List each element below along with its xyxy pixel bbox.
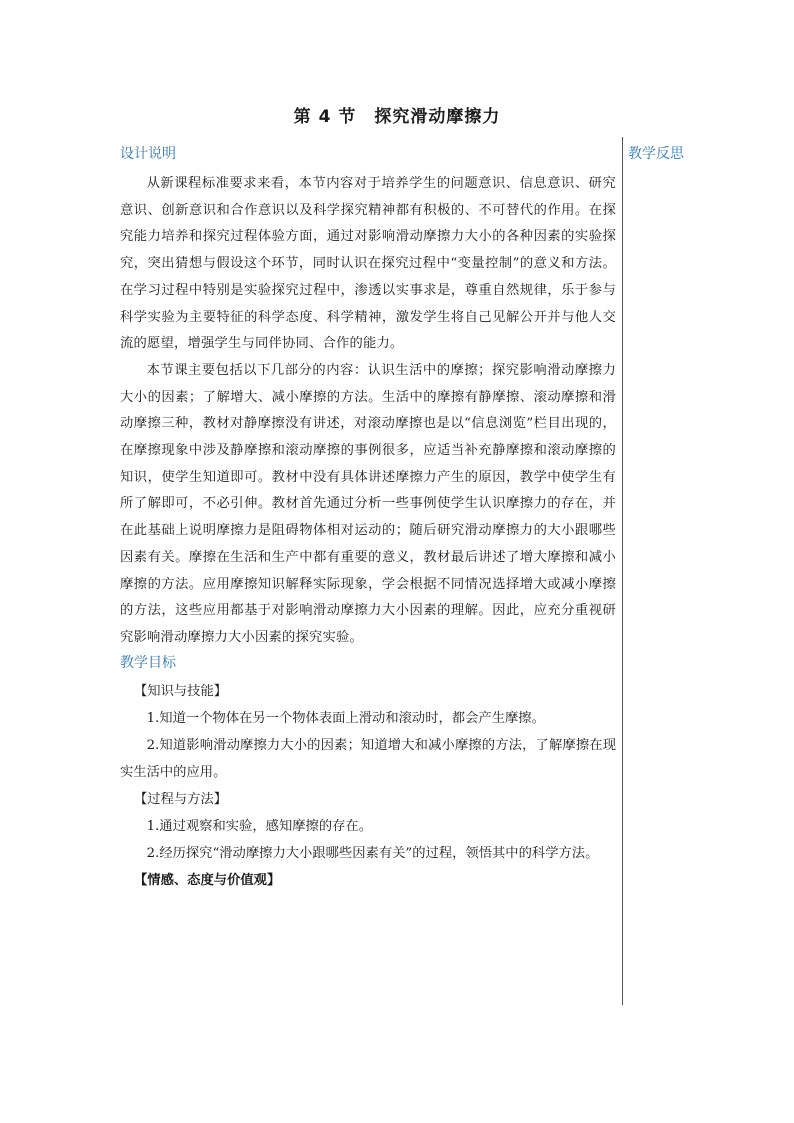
teaching-objectives-heading: 教学目标: [120, 654, 176, 671]
design-paragraph-2: 本节课主要包括以下几部分的内容：认识生活中的摩擦；探究影响滑动摩擦力大小的因素；了解增大、减小摩擦的方法。生活中的摩擦有静摩擦、滚动摩擦和滑动摩擦三种，教材对静摩擦没有讲述，对滚动摩擦也是以“信息浏览”栏目出现的，在摩擦现象中涉及静摩擦和滚动摩擦的事例很多，应适当补充静摩擦和滚动摩擦的知识，使学生知道即可。教材中没有具体讲述摩擦力产生的原因，教学中使学生有所了解即可，不必引伸。教材首先通过分析一些事例使学生认识摩擦力的存在，并在此基础上说明摩擦力是阻碍物体相对运动的；随后研究滑动摩擦力的大小跟哪些因素有关。摩擦在生活和生产中都有重要的意义，教材最后讲述了增大摩擦和减小摩擦的方法。应用摩擦知识解释实际现象，学会根据不同情况选择增大或减小摩擦的方法，这些应用都基于对影响滑动摩擦力大小因素的理解。因此，应充分重视研究影响滑动摩擦力大小因素的探究实验。: [120, 362, 616, 645]
process-item-1: 1.通过观察和实验，感知摩擦的存在。: [146, 818, 373, 834]
page-title: 第 4 节 探究滑动摩擦力: [293, 107, 501, 127]
process-item-2: 2.经历探究“滑动摩擦力大小跟哪些因素有关”的过程，领悟其中的科学方法。: [146, 845, 599, 861]
teaching-reflection-heading: 教学反思: [628, 146, 684, 162]
emotion-attitude-values-heading: 【情感、态度与价值观】: [134, 872, 281, 888]
knowledge-skills-heading: 【知识与技能】: [134, 683, 228, 699]
main-column: [120, 143, 616, 894]
column-divider: [622, 137, 623, 1005]
process-methods-heading: 【过程与方法】: [134, 791, 228, 807]
knowledge-item-1: 1.知道一个物体在另一个物体表面上滑动和滚动时，都会产生摩擦。: [146, 710, 545, 726]
design-paragraph-1: 从新课程标准要求来看，本节内容对于培养学生的问题意识、信息意识、研究意识、创新意识和合作意识以及科学探究精神都有积极的、不可替代的作用。在探究能力培养和探究过程体验方面，通过对影响滑动摩擦力大小的各种因素的实验探究，突出猜想与假设这个环节，同时认识在探究过程中“变量控制”的意义和方法。在学习过程中特别是实验探究过程中，渗透以实事求是，尊重自然规律，乐于参与科学实验为主要特征的科学态度、科学精神，激发学生将自己见解公开并与他人交流的愿望，增强学生与同伴协同、合作的能力。: [120, 176, 616, 352]
knowledge-item-2: 2.知道影响滑动摩擦力大小的因素；知道增大和减小摩擦的方法，了解摩擦在现实生活中的应用。: [120, 737, 616, 780]
objectives-list: [120, 678, 616, 894]
design-notes-heading: 设计说明: [120, 146, 176, 162]
